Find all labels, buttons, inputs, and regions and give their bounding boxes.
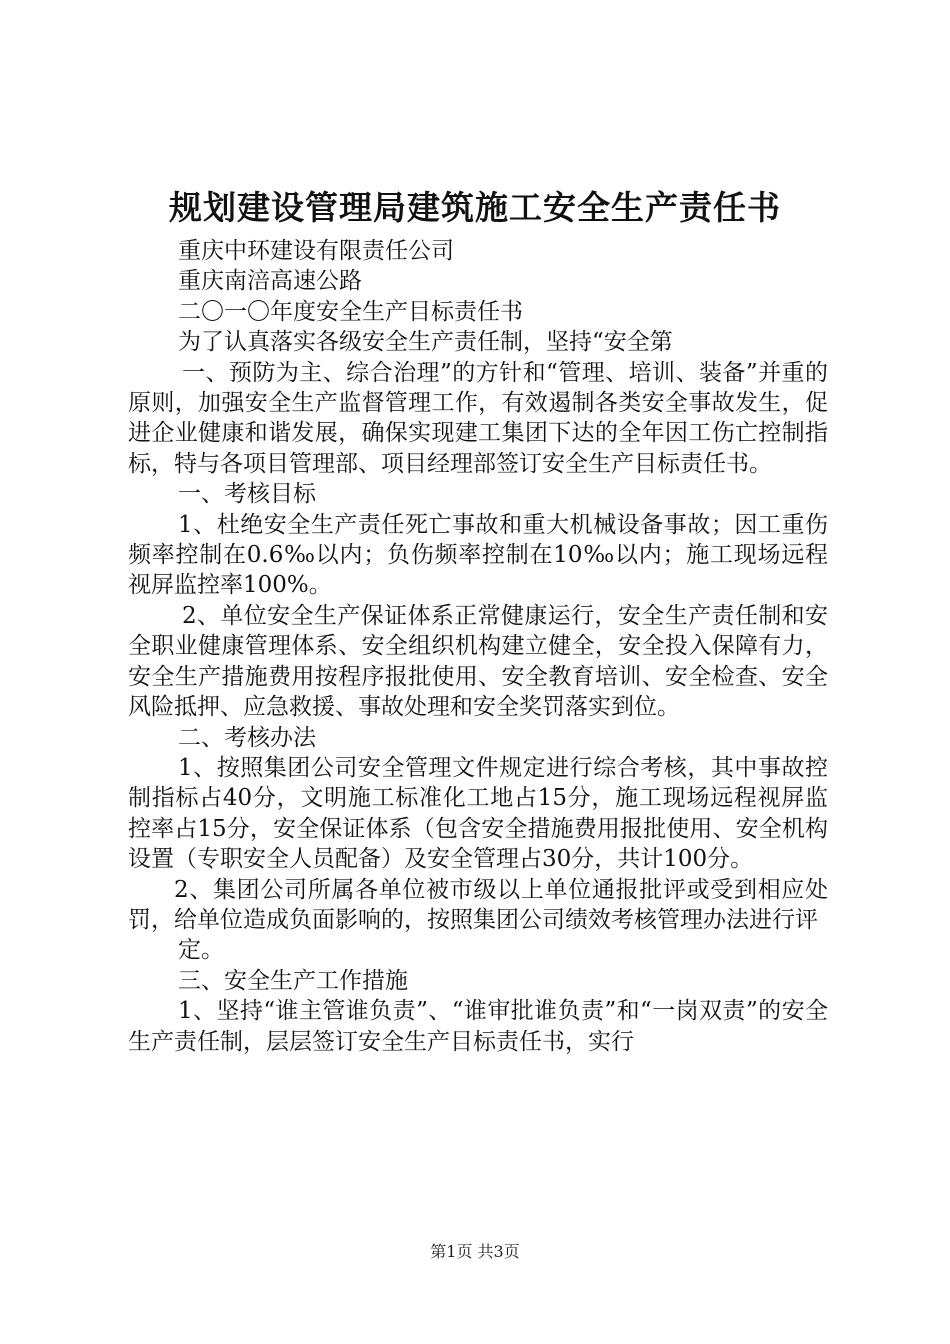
paragraph-2-2: 2、集团公司所属各单位被市级以上单位通报批评或受到相应处罚，给单位造成负面影响的，按照集团公司绩效考核管理办法进行评 (128, 876, 828, 933)
document-body (128, 236, 828, 1057)
document-title: 规划建设管理局建筑施工安全生产责任书 (169, 188, 781, 227)
paragraph-1-1: 1、杜绝安全生产责任死亡事故和重大机械设备事故；因工重伤频率控制在0.6‰以内；负伤频率控制在10‰以内；施工现场远程视屏监控率100%。 (128, 511, 828, 599)
paragraph-company: 重庆中环建设有限责任公司 (178, 238, 454, 264)
section-heading-2: 二、考核办法 (178, 724, 316, 751)
paragraph-2-2-cont: 定。 (178, 937, 224, 964)
page-footer: 第1页 共3页 (430, 1242, 520, 1261)
paragraph-intro: 为了认真落实各级安全生产责任制，坚持“安全第 (178, 329, 673, 356)
paragraph-1-2: 2、单位安全生产保证体系正常健康运行，安全生产责任制和安全职业健康管理体系、安全组织机构建立健全，安全投入保障有力，安全生产措施费用按程序报批使用、安全教育培训、安全检查、安全风险抵押、应急救援、事故处理和安全奖罚落实到位。 (128, 602, 828, 721)
section-heading-1: 一、考核目标 (178, 481, 316, 508)
section-heading-3: 三、安全生产工作措施 (178, 967, 408, 994)
paragraph-doc-name: 二〇一〇年度安全生产目标责任书 (178, 298, 523, 325)
paragraph-2-1: 1、按照集团公司安全管理文件规定进行综合考核，其中事故控制指标占40分，文明施工标准化工地占15分，施工现场远程视屏监控率占15分，安全保证体系（包含安全措施费用报批使用、安全机构设置（专职安全人员配备）及安全管理占30分，共计100分。 (128, 754, 828, 873)
paragraph-principles: 一、预防为主、综合治理”的方针和“管理、培训、装备”并重的原则，加强安全生产监督管理工作，有效遏制各类安全事故发生，促进企业健康和谐发展，确保实现建工集团下达的全年因工伤亡控制指标，特与各项目管理部、项目经理部签订安全生产目标责任书。 (128, 359, 828, 477)
paragraph-3-1: 1、坚持“谁主管谁负责”、“谁审批谁负责”和“一岗双责”的安全生产责任制，层层签订安全生产目标责任书，实行 (128, 998, 828, 1055)
paragraph-project: 重庆南涪高速公路 (178, 268, 362, 295)
